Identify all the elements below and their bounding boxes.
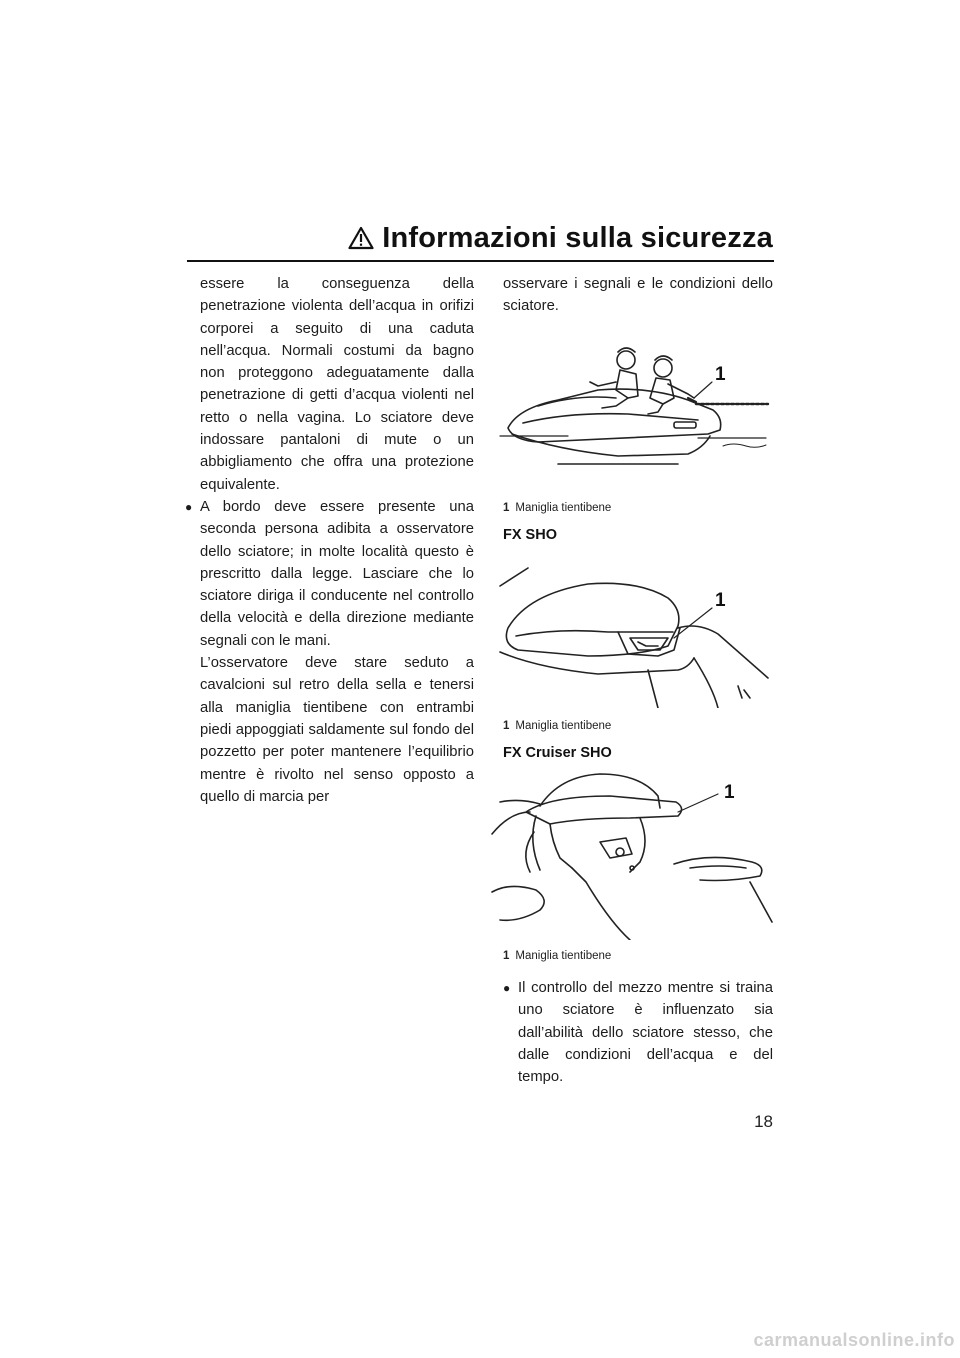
figure-riders-illustration [498,338,770,478]
bullet-item [185,496,474,652]
paragraph: essere la conseguenza della penetrazione violenta dell’acqua in orifizi corporei a seguito di una caduta nell’acqua. Normali costumi da bagno non proteggono adeguatamente dalla penetrazione di getti d’acqua violenti nel retto o nella vagina. Lo sciatore deve indossare pantaloni di mute o un abbigliamento che offra una protezione equivalente. [200,276,474,493]
right-column-top [503,273,773,318]
riders-watercraft-drawing [498,338,770,478]
header-divider [187,260,774,262]
figure-caption [503,950,611,962]
bullet-text: A bordo deve essere presente una seconda persona adibita a osservatore dello sciatore; in molte località questo è prescritto dalla legge. Lasciare che lo sciatore diriga il conducente nel controllo della velocità e della direzione mediante segnali con le mani. [200,498,474,649]
callout-number: 1 [724,782,735,803]
page-title-text: Informazioni sulla sicurezza [382,222,773,254]
bullet-dot-icon: ● [185,499,193,514]
caption-number: 1 [503,950,510,962]
right-column-bottom [503,977,773,1088]
page-number: 18 [754,1112,773,1131]
left-column [185,273,474,808]
watermark-text: carmanualsonline.info [753,1330,955,1350]
callout-number: 1 [715,590,726,611]
caption-text: Maniglia tientibene [515,502,612,514]
caption-number: 1 [503,502,510,514]
warning-triangle-icon [348,225,374,258]
caption-number: 1 [503,720,510,732]
fx-sho-seat-drawing [498,558,774,708]
figure-caption [503,720,611,732]
model-label: FX Cruiser SHO [503,745,612,761]
callout-number: 1 [715,364,726,385]
page-title [0,222,773,262]
caption-text: Maniglia tientibene [515,950,612,962]
figure-fx-sho-handle [498,558,774,708]
bullet-dot-icon: ● [503,981,511,995]
model-label: FX SHO [503,527,557,543]
bullet-item [503,977,773,1088]
caption-text: Maniglia tientibene [515,720,612,732]
bullet-text: Il controllo del mezzo mentre si traina uno sciatore è influenzato sia dall’abilità dello sciatore stesso, che dalle condizioni dell’acqua e del tempo. [518,980,773,1086]
figure-caption [503,502,611,514]
paragraph: L’osservatore deve stare seduto a cavalcioni sul retro della sella e tenersi alla maniglia tientibene con entrambi piedi appoggiati saldamente sul fondo del pozzetto per poter mantenere l’equilibrio mentre è rivolto nel senso opposto a quello di marcia per [200,655,474,805]
paragraph: osservare i segnali e le condizioni dello sciatore. [503,276,773,315]
